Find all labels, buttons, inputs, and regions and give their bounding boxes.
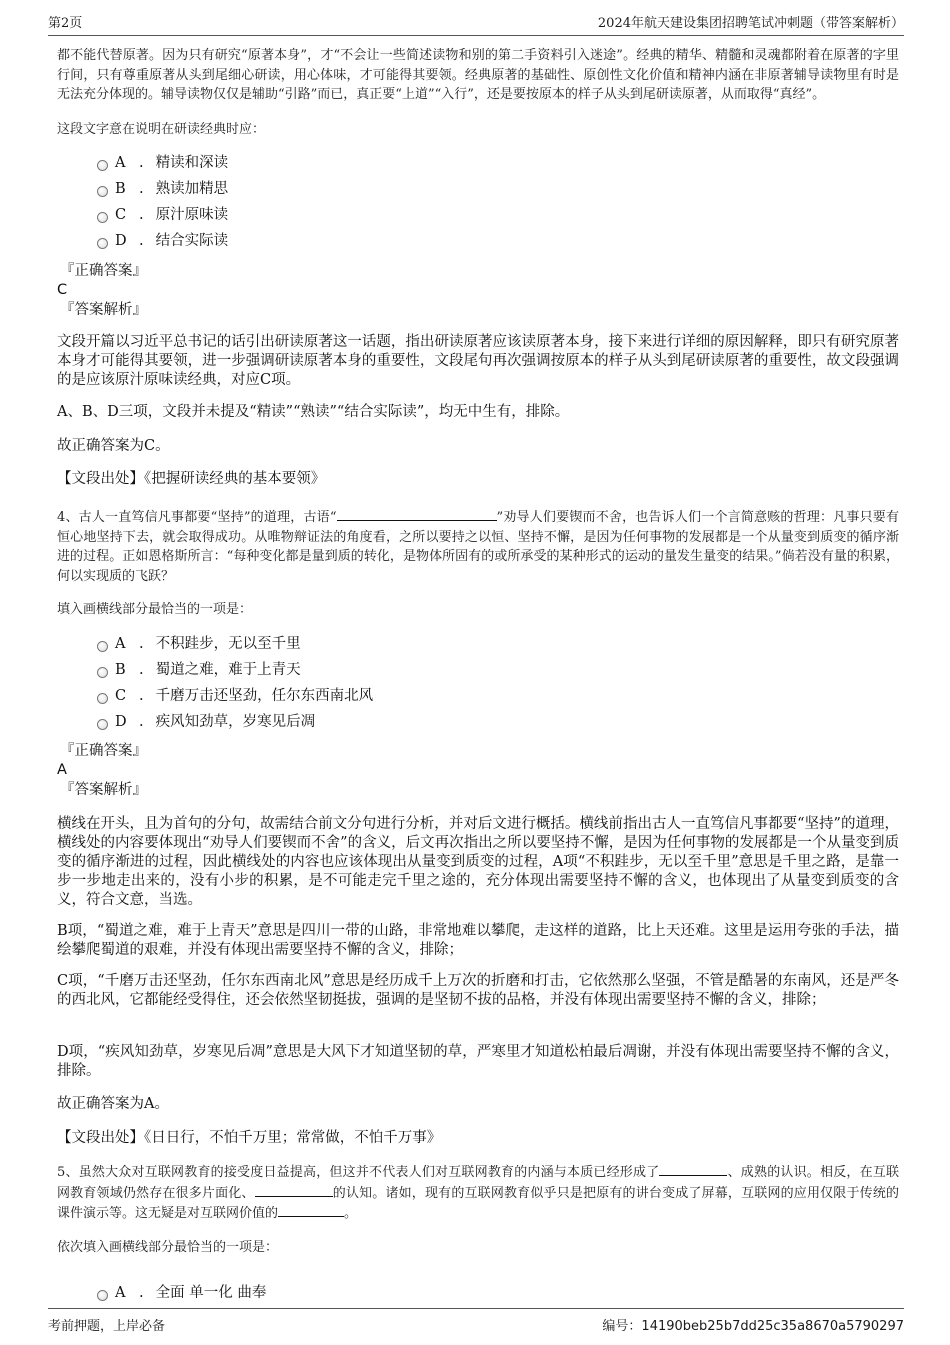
q4-answer: A (57, 762, 67, 778)
radio-button[interactable] (97, 160, 108, 171)
q4-option-c[interactable]: C . 千磨万击还坚劲，任尔东西南北风 (97, 685, 373, 707)
q3-answer-label: 『正确答案』 (60, 263, 147, 279)
radio-button[interactable] (97, 693, 108, 704)
q3-option-a[interactable]: A . 精读和深读 (97, 152, 228, 174)
q4-analysis-paragraph: C项，“千磨万击还坚劲，任尔东西南北风”意思是经历成千上万次的折磨和打击，它依然那么坚强，不管是酷暑的东南风，还是严冬的西北风，它都能经受得住，还会依然坚韧挺拔，强调的是坚韧不拔的品格，并没有体现出需要坚持不懈的含义，排除； (57, 973, 899, 1008)
footer-slogan: 考前押题，上岸必备 (48, 1319, 166, 1334)
option-text: 蜀道之难，难于上青天 (155, 662, 301, 678)
option-key: A (115, 636, 126, 652)
q5-sub-prompt: 依次填入画横线部分最恰当的一项是： (57, 1240, 279, 1255)
page-header (48, 8, 904, 36)
radio-button[interactable] (97, 238, 108, 249)
q3-analysis-paragraph: 文段开篇以习近平总书记的话引出研读原著这一话题，指出研读原著应该读原著本身，接下来进行详细的原因解释，即只有研究原著本身才可能得其要领，进一步强调研读原著本身的重要性，文段尾句再次强调按原本的样子从头到尾研读原著的重要性，故文段强调的是应该原汁原味读经典，对应C项。 (57, 334, 899, 388)
q5-prompt: 5、虽然大众对互联网教育的接受度日益提高，但这并不代表人们对互联网教育的内涵与本质已经形成了 、成熟的认识。相反，在互联网教育领域仍然存在很多片面化、 的认知。诸如，现有的互联网教育似乎只是把原有的讲台变成了屏幕，互联网的应用仅限于传统的课件演示等。这无疑是对互联网价值的 。 (57, 1162, 899, 1224)
q3-option-b[interactable]: B . 熟读加精思 (97, 178, 228, 200)
q4-option-b[interactable]: B . 蜀道之难，难于上青天 (97, 659, 301, 681)
option-text: 结合实际读 (155, 233, 229, 249)
radio-button[interactable] (97, 667, 108, 678)
option-key: D (115, 714, 127, 730)
q4-analysis-paragraph: D项，“疾风知劲草，岁寒见后凋”意思是大风下才知道坚韧的草，严寒里才知道松柏最后凋谢，并没有体现出需要坚持不懈的含义，排除。 (57, 1044, 899, 1079)
q3-answer: C (57, 282, 68, 298)
q4-analysis-paragraph: B项，“蜀道之难，难于上青天”意思是四川一带的山路，非常地难以攀爬，走这样的道路，比上天还难。这里是运用夸张的手法，描绘攀爬蜀道的艰难，并没有体现出需要坚持不懈的含义，排除； (57, 923, 899, 958)
q4-option-a[interactable]: A . 不积跬步，无以至千里 (97, 633, 301, 655)
radio-button[interactable] (97, 719, 108, 730)
q4-source: 【文段出处】《日日行，不怕千万里；常常做，不怕千万事》 (57, 1130, 442, 1146)
q4-sub-prompt: 填入画横线部分最恰当的一项是： (57, 602, 253, 617)
q3-analysis-paragraph: 故正确答案为C。 (57, 438, 170, 454)
radio-button[interactable] (97, 1290, 108, 1301)
q4-option-d[interactable]: D . 疾风知劲草，岁寒见后凋 (97, 711, 315, 733)
option-key: A (115, 1285, 126, 1301)
fill-blank (278, 1203, 344, 1217)
fill-blank (337, 507, 497, 521)
q4-analysis-paragraph: 故正确答案为A。 (57, 1096, 169, 1112)
q4-analysis-label: 『答案解析』 (60, 782, 147, 798)
fill-blank (659, 1162, 727, 1176)
q3-option-c[interactable]: C . 原汁原味读 (97, 204, 228, 226)
page-number: 第2页 (48, 16, 83, 31)
option-text: 千磨万击还坚劲，任尔东西南北风 (155, 688, 374, 704)
option-text: 不积跬步，无以至千里 (155, 636, 301, 652)
document-code: 编号：14190beb25b7dd25c35a8670a5790297 (602, 1319, 904, 1334)
option-key: C (115, 688, 127, 704)
option-text: 精读和深读 (155, 155, 229, 171)
option-key: D (115, 233, 127, 249)
radio-button[interactable] (97, 186, 108, 197)
q3-option-d[interactable]: D . 结合实际读 (97, 230, 228, 252)
radio-button[interactable] (97, 212, 108, 223)
radio-button[interactable] (97, 641, 108, 652)
q3-prompt: 这段文字意在说明在研读经典时应： (57, 122, 266, 137)
intro-passage: 都不能代替原著。因为只有研究“原著本身”，才“不会让一些简述读物和别的第二手资料引入迷途”。经典的精华、精髓和灵魂都附着在原著的字里行间，只有尊重原著从头到尾细心研读，用心体味，才可能得其要领。经典原著的基础性、原创性文化价值和精神内涵在非原著辅导读物里有时是无法充分体现的。辅导读物仅仅是辅助“引路”而已，真正要“上道”“入行”，还是要按原本的样子从头到尾研读原著，从而取得“真经”。 (57, 48, 899, 102)
option-text: 原汁原味读 (155, 207, 229, 223)
q4-prompt: 4、古人一直笃信凡事都要“坚持”的道理，古语“ ”劝导人们要锲而不舍，也告诉人们一个言简意赅的哲理：凡事只要有恒心地坚持下去，就会取得成功。从唯物辩证法的角度看，之所以要持之以恒、坚持不懈，是因为任何事物的发展都是一个从量变到质变的循序渐进的过程。正如恩格斯所言：“每种变化都是量到质的转化，是物体所固有的或所承受的某种形式的运动的量发生量变的结果。”倘若没有量的积累，何以实现质的飞跃？ (57, 507, 899, 586)
fill-blank (255, 1183, 333, 1197)
document-title: 2024年航天建设集团招聘笔试冲刺题（带答案解析） (597, 16, 904, 31)
option-text: 熟读加精思 (155, 181, 229, 197)
q3-analysis-label: 『答案解析』 (60, 302, 147, 318)
q3-analysis-paragraph: A、B、D三项，文段并未提及“精读”“熟读”“结合实际读”，均无中生有，排除。 (57, 404, 570, 420)
q5-option-a[interactable]: A . 全面 单一化 曲奉 (97, 1282, 266, 1304)
q4-analysis-paragraph: 横线在开头，且为首句的分句，故需结合前文分句进行分析，并对后文进行概括。横线前指出古人一直笃信凡事都要“坚持”的道理，横线处的内容要体现出“劝导人们要锲而不舍”的含义，后文再次指出之所以要坚持不懈，是因为任何事物的发展都是一个从量变到质变的循序渐进的过程，因此横线处的内容也应该体现出从量变到质变的过程，A项“不积跬步，无以至千里”意思是千里之路，是靠一步一步地走出来的，没有小步的积累，是不可能走完千里之途的，充分体现出需要坚持不懈的含义，也体现出了从量变到质变的含义，符合文意，当选。 (57, 816, 899, 908)
option-text: 疾风知劲草，岁寒见后凋 (155, 714, 316, 730)
option-text: 全面 单一化 曲奉 (155, 1285, 267, 1301)
option-key: B (115, 662, 126, 678)
q3-source: 【文段出处】《把握研读经典的基本要领》 (57, 471, 326, 487)
page-footer (48, 1308, 904, 1338)
option-key: B (115, 181, 126, 197)
option-key: C (115, 207, 127, 223)
q4-answer-label: 『正确答案』 (60, 743, 147, 759)
option-key: A (115, 155, 126, 171)
